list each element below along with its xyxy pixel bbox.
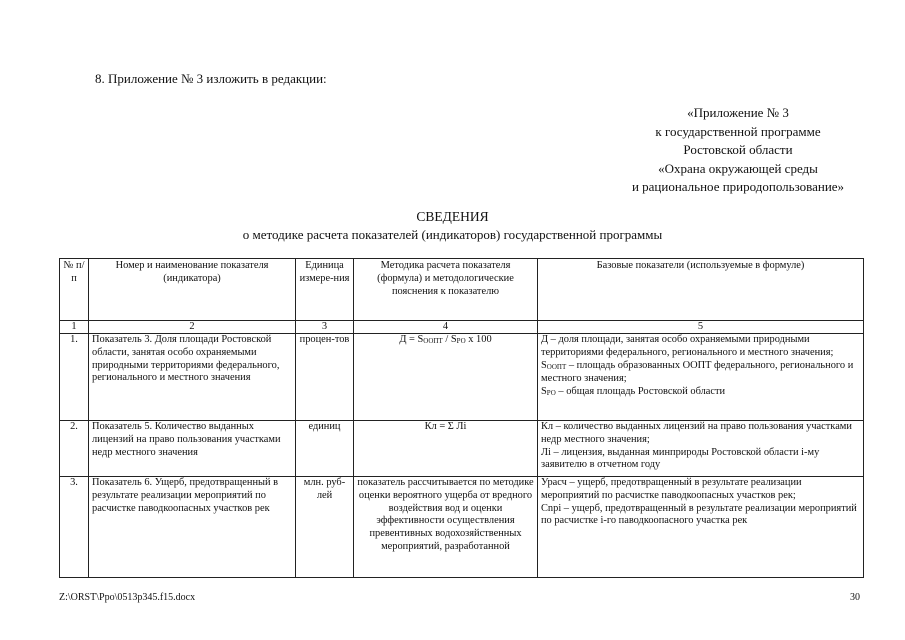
row-unit: млн. руб-лей	[296, 477, 354, 578]
header-num: № п/п	[60, 259, 89, 321]
definition-text: – общая площадь Ростовской области	[555, 386, 726, 398]
symbol-subscript: ООПТ	[546, 362, 567, 371]
column-number: 3	[296, 321, 354, 334]
appendix-line: Ростовской области	[683, 142, 793, 157]
row-method	[354, 334, 538, 421]
row-num: 3.	[60, 477, 89, 578]
formula-part: / S	[442, 334, 457, 345]
header-method: Методика расчета показателя (формула) и методологические пояснения к показателю	[354, 259, 538, 321]
table-row	[60, 334, 864, 421]
symbol: S	[541, 359, 547, 371]
row-method: показатель рассчитывается по методике оценки вероятного ущерба от вредного воздействия вод и оценки эффективности осуществления превентивных водохозяйственных мероприятий, разработанной	[354, 477, 538, 578]
column-number: 4	[354, 321, 538, 334]
document-title: СВЕДЕНИЯ	[416, 209, 489, 224]
base-definition	[541, 386, 860, 400]
base-definition	[541, 360, 860, 387]
base-definition: Урасч – ущерб, предотвращенный в результате реализации мероприятий по расчистке паводкоопасных участков рек;	[541, 477, 802, 501]
row-name: Показатель 6. Ущерб, предотвращенный в результате реализации мероприятий по расчистке паводкоопасных участков рек	[89, 477, 296, 578]
document-subtitle: о методике расчета показателей (индикаторов) государственной программы	[242, 227, 663, 242]
column-number: 2	[89, 321, 296, 334]
table-header-row	[60, 259, 864, 321]
table-row	[60, 421, 864, 477]
header-base: Базовые показатели (используемые в формуле)	[538, 259, 864, 321]
formula-subscript: РО	[456, 337, 466, 345]
appendix-line: и рациональное природопользование»	[631, 179, 845, 194]
intro-text: 8. Приложение № 3 изложить в редакции:	[95, 71, 327, 86]
symbol-subscript: РО	[546, 389, 556, 398]
row-num: 2.	[60, 421, 89, 477]
appendix-line: к государственной программе	[655, 123, 821, 139]
column-number-row	[60, 321, 864, 334]
row-unit: единиц	[296, 421, 354, 477]
formula-part: х 100	[465, 334, 492, 345]
row-base	[538, 334, 864, 421]
column-number: 1	[60, 321, 89, 334]
table-row	[60, 477, 864, 578]
formula-subscript: ООПТ	[423, 337, 443, 345]
row-name: Показатель 3. Доля площади Ростовской области, занятая особо охраняемыми природными территориями федерального, регионального и местного значения	[89, 334, 296, 421]
base-definition: Д – доля площади, занятая особо охраняемыми природными территориями федерального, регионального и местного значения;	[541, 334, 834, 358]
methodology-table	[59, 258, 864, 578]
base-definition: Сnрi – ущерб, предотвращенный в результате реализации мероприятий по расчистке i-го паводкоопасного участка рек	[541, 502, 857, 527]
definition-text: – площадь образованных ООПТ федерального, регионального и местного значения;	[541, 359, 854, 385]
appendix-header	[560, 104, 905, 197]
row-base	[538, 477, 864, 578]
row-method: Кл = Σ Лi	[354, 421, 538, 477]
base-definition: Кл – количество выданных лицензий на право пользования участками недр местного значения;	[541, 421, 852, 445]
footer-page-number: 30	[850, 592, 860, 603]
header-unit: Единица измере-ния	[296, 259, 354, 321]
base-definition: Лi – лицензия, выданная минприроды Ростовской области i-му заявителю в отчетном году	[541, 446, 820, 471]
column-number: 5	[538, 321, 864, 334]
header-name: Номер и наименование показателя (индикатора)	[89, 259, 296, 321]
row-name: Показатель 5. Количество выданных лицензий на право пользования участками недр местного значения	[89, 421, 296, 477]
row-base	[538, 421, 864, 477]
footer-file-path: Z:\ORST\Ppo\0513p345.f15.docx	[59, 592, 196, 603]
symbol: S	[541, 386, 547, 398]
appendix-line: «Охрана окружающей среды	[658, 160, 818, 176]
row-unit: процен-тов	[296, 334, 354, 421]
appendix-line: «Приложение № 3	[687, 105, 789, 120]
formula-part: Д = S	[399, 334, 424, 345]
row-num: 1.	[60, 334, 89, 421]
